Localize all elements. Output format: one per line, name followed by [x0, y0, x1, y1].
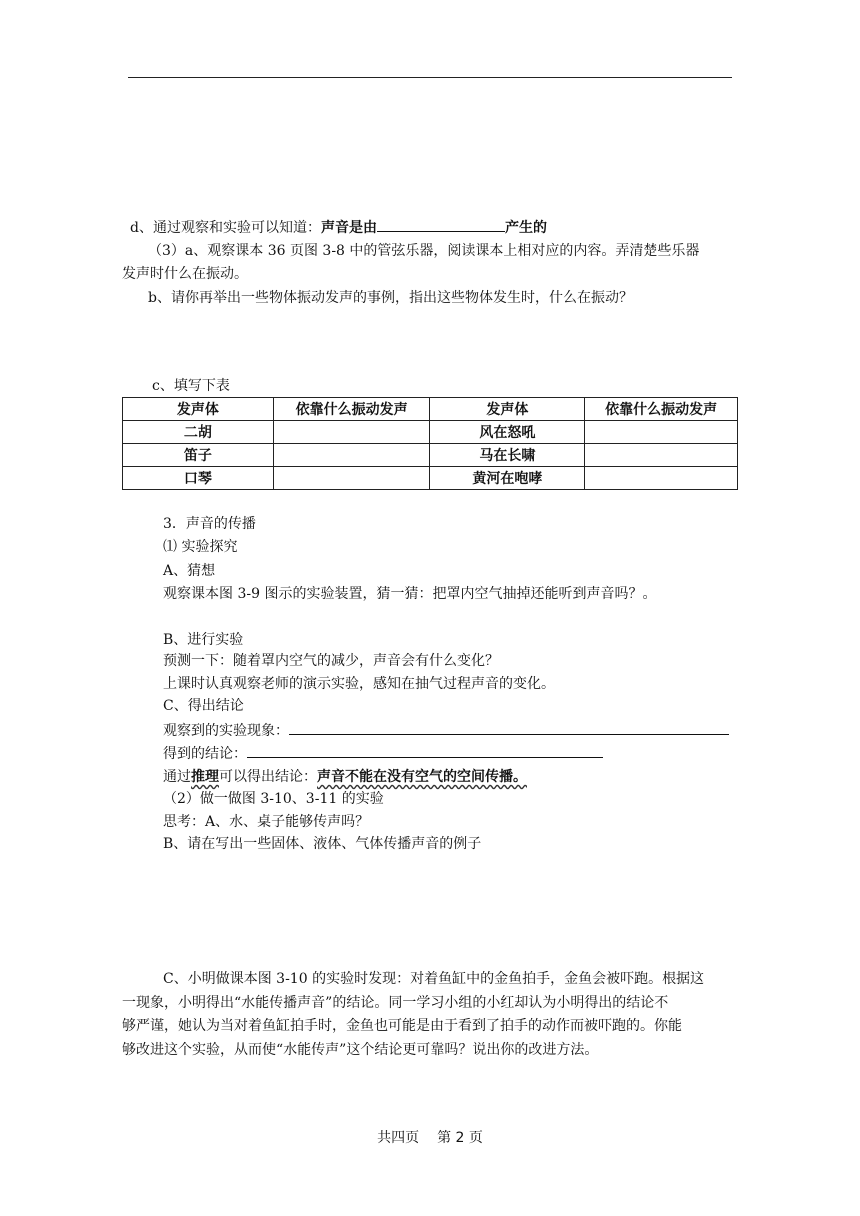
- section3-a-text: 观察课本图 3-9 图示的实验装置，猜一猜：把罩内空气抽掉还能听到声音吗？。: [163, 586, 657, 602]
- b2-line: B、请在写出一些固体、液体、气体传播声音的例子: [163, 836, 482, 852]
- table-cell: 笛子: [123, 444, 274, 467]
- c-para-line3: 够严谨，她认为当对着鱼缸拍手时，金鱼也可能是由于看到了拍手的动作而被吓跑的。你能: [122, 1018, 682, 1034]
- conclusion-label: 得到的结论：: [163, 746, 247, 762]
- table-answer-cell[interactable]: [273, 421, 430, 444]
- infer-keyword: 推理: [191, 769, 219, 785]
- observed-line: [163, 720, 729, 741]
- c-para-line1: C、小明做课本图 3-10 的实验时发现：对着鱼缸中的金鱼拍手，金鱼会被吓跑。根据这: [163, 971, 705, 987]
- section3-title: 3．声音的传播: [163, 516, 256, 532]
- section3-a-title: A、猜想: [163, 563, 216, 579]
- sec-d-bold-a: 声音是由: [320, 220, 377, 236]
- table-cell: 口琴: [123, 467, 274, 490]
- table-header-row: [123, 398, 738, 421]
- page-footer: [0, 1127, 860, 1147]
- c-para-line2: 一现象，小明得出“水能传播声音”的结论。同一学习小组的小红却认为小明得出的结论不: [122, 995, 669, 1011]
- footer-total-pages: 共四页: [377, 1130, 420, 1146]
- sec-d-prefix: d、通过观察和实验可以知道：: [130, 220, 321, 236]
- table-row: [123, 421, 738, 444]
- q3-line3: b、请你再举出一些物体振动发声的事例，指出这些物体发生时，什么在振动？: [148, 290, 633, 306]
- inference-line: [163, 767, 527, 787]
- table-intro: c、填写下表: [152, 378, 230, 394]
- observed-label: 观察到的实验现象：: [163, 723, 289, 739]
- table-header-cell: 依靠什么振动发声: [273, 398, 430, 421]
- table-row: [123, 444, 738, 467]
- conclusion-line: [163, 743, 603, 764]
- table-cell: 马在长啸: [430, 444, 585, 467]
- section3-b-text2: 上课时认真观察老师的演示实验，感知在抽气过程声音的变化。: [163, 676, 555, 692]
- sound-table: [122, 397, 738, 490]
- section3-sub2: （2）做一做图 3-10、3-11 的实验: [163, 791, 384, 807]
- table-row: [123, 467, 738, 490]
- table-header-cell: 发声体: [123, 398, 274, 421]
- conclusion-blank[interactable]: [247, 743, 603, 758]
- section3-sub1: ⑴ 实验探究: [163, 539, 238, 555]
- infer-a: 通过: [163, 769, 191, 785]
- table-header-cell: 依靠什么振动发声: [585, 398, 738, 421]
- think-line: 思考：A、水、桌子能够传声吗？: [163, 814, 370, 830]
- table-answer-cell[interactable]: [273, 467, 430, 490]
- table-cell: 风在怒吼: [430, 421, 585, 444]
- table-cell: 二胡: [123, 421, 274, 444]
- table-cell: 黄河在咆哮: [430, 467, 585, 490]
- infer-conclusion: 声音不能在没有空气的空间传播。: [317, 769, 527, 785]
- section3-b-text1: 预测一下：随着罩内空气的减少，声音会有什么变化？: [163, 653, 499, 669]
- q3-line1: （3）a、观察课本 36 页图 3-8 中的管弦乐器，阅读课本上相对应的内容。弄清楚些乐器: [148, 243, 700, 259]
- section3-b-title: B、进行实验: [163, 632, 244, 648]
- table-answer-cell[interactable]: [273, 444, 430, 467]
- observed-blank[interactable]: [289, 720, 729, 735]
- sec-d-bold-b: 产生的: [504, 220, 547, 236]
- table-answer-cell[interactable]: [585, 467, 738, 490]
- c-para-line4: 够改进这个实验，从而使“水能传声”这个结论更可靠吗？说出你的改进方法。: [122, 1042, 599, 1058]
- table-answer-cell[interactable]: [585, 444, 738, 467]
- infer-c: 可以得出结论：: [219, 769, 317, 785]
- table-answer-cell[interactable]: [585, 421, 738, 444]
- answer-blank[interactable]: [377, 217, 505, 232]
- sec-d-line: [130, 217, 547, 238]
- section3-c-title: C、得出结论: [163, 698, 244, 714]
- table-header-cell: 发声体: [430, 398, 585, 421]
- footer-page-number: 第 2 页: [437, 1130, 483, 1146]
- q3-line2: 发声时什么在振动。: [122, 266, 248, 282]
- header-rule: [128, 77, 732, 78]
